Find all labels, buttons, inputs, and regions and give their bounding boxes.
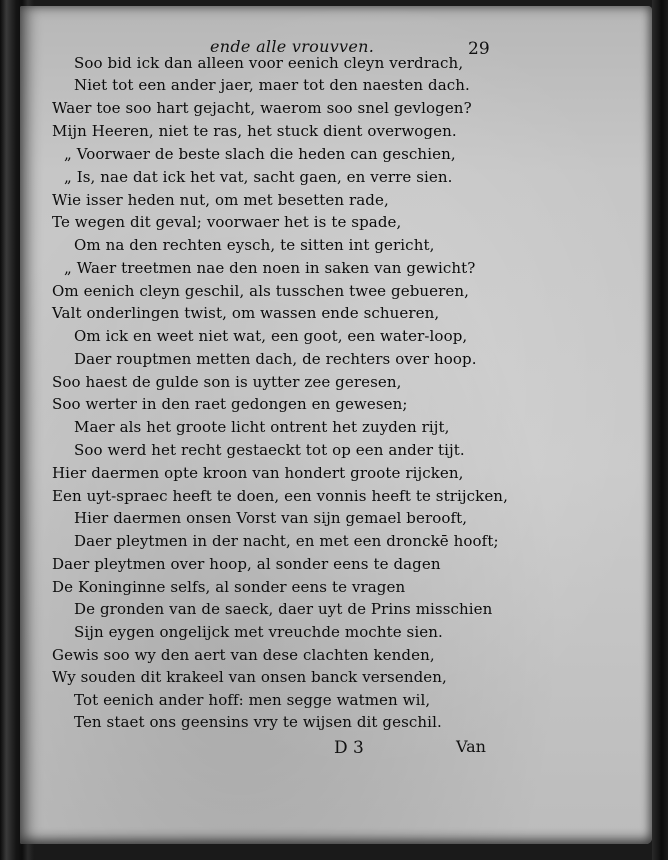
verse-line: Gewis soo wy den aert van dese clachten kenden, <box>52 646 435 664</box>
verse-line: Sijn eygen ongelijck met vreuchde mochte sien. <box>74 623 443 641</box>
verse-line: Hier daermen onsen Vorst van sijn gemael berooft, <box>74 509 468 527</box>
verse-line: Wy souden dit krakeel van onsen banck versenden, <box>52 668 447 686</box>
verse-line: Om eenich cleyn geschil, als tusschen twee gebueren, <box>52 282 470 300</box>
book-page <box>20 6 652 844</box>
verse-line: Valt onderlingen twist, om wassen ende schueren, <box>52 304 440 322</box>
verse-line: Soo werter in den raet gedongen en gewesen; <box>52 395 408 413</box>
catchword: Van <box>456 737 486 756</box>
signature-mark: D 3 <box>334 738 364 758</box>
verse-line: „ Voorwaer de beste slach die heden can geschien, <box>64 145 456 163</box>
verse-line: Soo werd het recht gestaeckt tot op een ander tijt. <box>74 441 465 459</box>
running-head: ende alle vrouvven. <box>210 37 375 56</box>
verse-line: Maer als het groote licht ontrent het zuyden rijt, <box>74 418 450 436</box>
verse-line: Een uyt-spraec heeft te doen, een vonnis heeft te strijcken, <box>52 487 508 505</box>
verse-line: Ten staet ons geensins vry te wijsen dit geschil. <box>74 713 442 731</box>
verse-line: Daer pleytmen over hoop, al sonder eens te dagen <box>52 555 441 573</box>
verse-line: Wie isser heden nut, om met besetten rade, <box>52 191 389 209</box>
verse-line: Hier daermen opte kroon van hondert groote rijcken, <box>52 464 464 482</box>
verse-line: Om na den rechten eysch, te sitten int gericht, <box>74 236 435 254</box>
verse-line: De gronden van de saeck, daer uyt de Prins misschien <box>74 600 493 618</box>
left-page-edge <box>0 0 16 860</box>
verse-line: Waer toe soo hart gejacht, waerom soo snel gevlogen? <box>52 99 472 117</box>
verse-line: Om ick en weet niet wat, een goot, een water-loop, <box>74 327 468 345</box>
verse-line: Mijn Heeren, niet te ras, het stuck dient overwogen. <box>52 122 457 140</box>
verse-line: Daer pleytmen in der nacht, en met een dronckē hooft; <box>74 532 499 550</box>
verse-line: Tot eenich ander hoff: men segge watmen wil, <box>74 691 431 709</box>
right-page-edge <box>652 0 668 860</box>
verse-line: „ Is, nae dat ick het vat, sacht gaen, en verre sien. <box>64 168 453 186</box>
verse-line: Soo bid ick dan alleen voor eenich cleyn verdrach, <box>74 54 464 72</box>
verse-line: Soo haest de gulde son is uytter zee geresen, <box>52 373 402 391</box>
verse-line: Daer rouptmen metten dach, de rechters over hoop. <box>74 350 477 368</box>
verse-line: „ Waer treetmen nae den noen in saken van gewicht? <box>64 259 476 277</box>
verse-line: De Koninginne selfs, al sonder eens te vragen <box>52 578 406 596</box>
verse-line: Te wegen dit geval; voorwaer het is te spade, <box>52 213 402 231</box>
verse-line: Niet tot een ander jaer, maer tot den naesten dach. <box>74 76 470 94</box>
page-number: 29 <box>468 39 490 59</box>
